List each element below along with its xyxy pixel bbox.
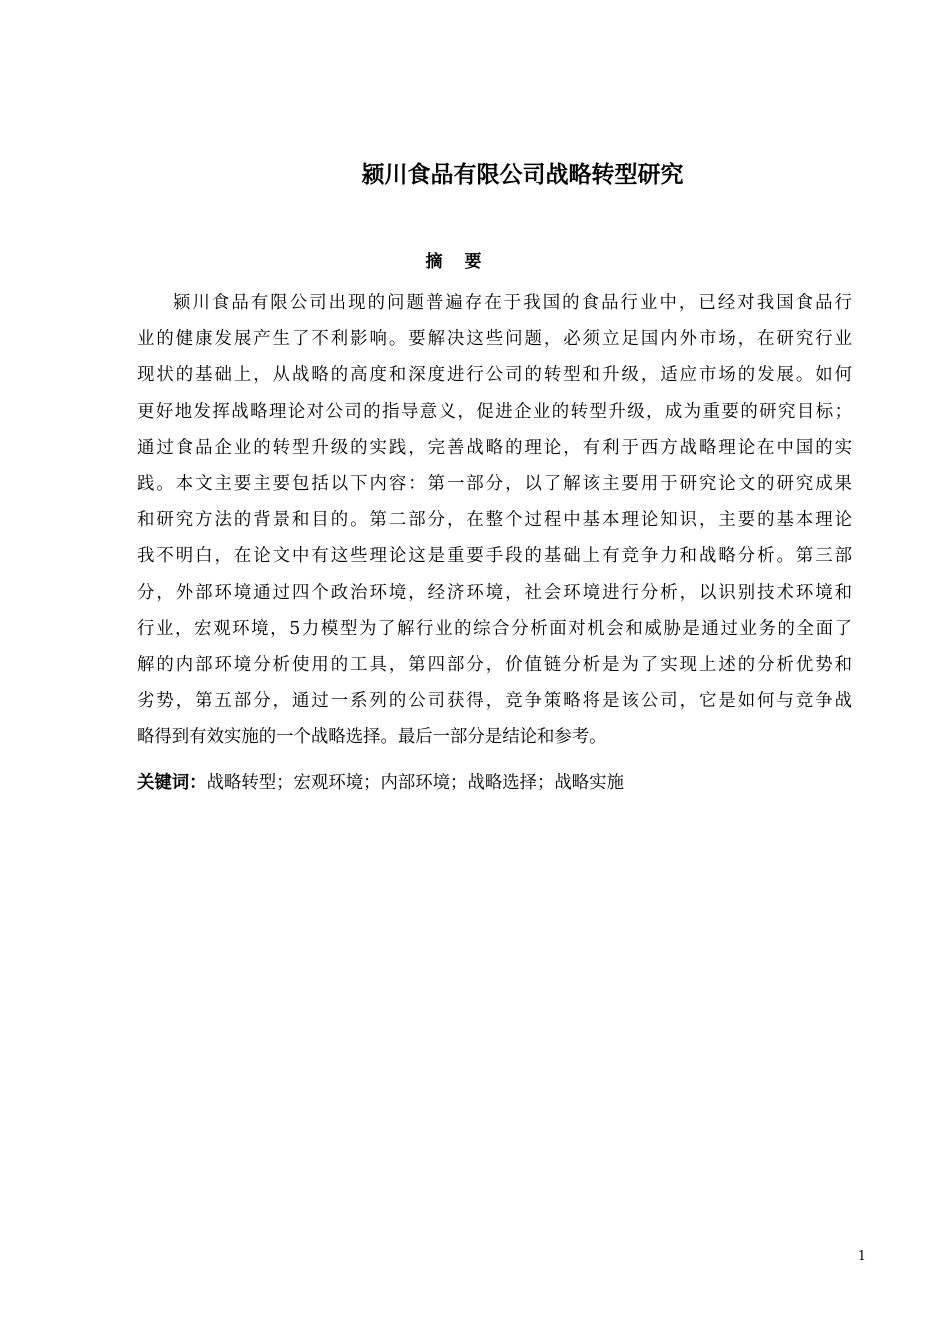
abstract-line: 通过食品企业的转型升级的实践，完善战略的理论，有利于西方战略理论在中国的实 <box>137 437 852 458</box>
abstract-body <box>137 285 852 755</box>
abstract-line: 我不明白，在论文中有这些理论这是重要手段的基础上有竞争力和战略分析。第三部 <box>137 546 852 567</box>
abstract-line: 和研究方法的背景和目的。第二部分，在整个过程中基本理论知识，主要的基本理论 <box>137 510 852 531</box>
abstract-line: 略得到有效实施的一个战略选择。最后一部分是结论和参考。 <box>137 727 607 748</box>
abstract-line: 践。本文主要主要包括以下内容：第一部分，以了解该主要用于研究论文的研究成果 <box>137 473 852 494</box>
abstract-line: 业的健康发展产生了不利影响。要解决这些问题，必须立足国内外市场，在研究行业 <box>137 329 852 350</box>
abstract-line: 劣势，第五部分，通过一系列的公司获得，竞争策略将是该公司，它是如何与竞争战 <box>137 691 852 712</box>
abstract-line: 解的内部环境分析使用的工具，第四部分，价值链分析是为了实现上述的分析优势和 <box>137 654 852 675</box>
abstract-heading: 摘 要 <box>425 252 490 272</box>
keywords-text: 战略转型；宏观环境；内部环境；战略选择；战略实施 <box>206 773 624 793</box>
page-number: 1 <box>857 1249 866 1264</box>
abstract-line: 行业，宏观环境，5力模型为了解行业的综合分析面对机会和威胁是通过业务的全面了 <box>137 618 852 639</box>
abstract-line: 分，外部环境通过四个政治环境，经济环境，社会环境进行分析，以识别技术环境和 <box>137 582 852 603</box>
document-title: 颍川食品有限公司战略转型研究 <box>361 162 684 188</box>
abstract-line: 更好地发挥战略理论对公司的指导意义，促进企业的转型升级，成为重要的研究目标； <box>137 401 852 422</box>
keywords-label: 关键词： <box>137 773 207 793</box>
abstract-line: 颍川食品有限公司出现的问题普遍存在于我国的食品行业中，已经对我国食品行 <box>173 293 852 313</box>
abstract-line: 现状的基础上，从战略的高度和深度进行公司的转型和升级，适应市场的发展。如何 <box>137 365 852 386</box>
keywords <box>137 765 852 801</box>
